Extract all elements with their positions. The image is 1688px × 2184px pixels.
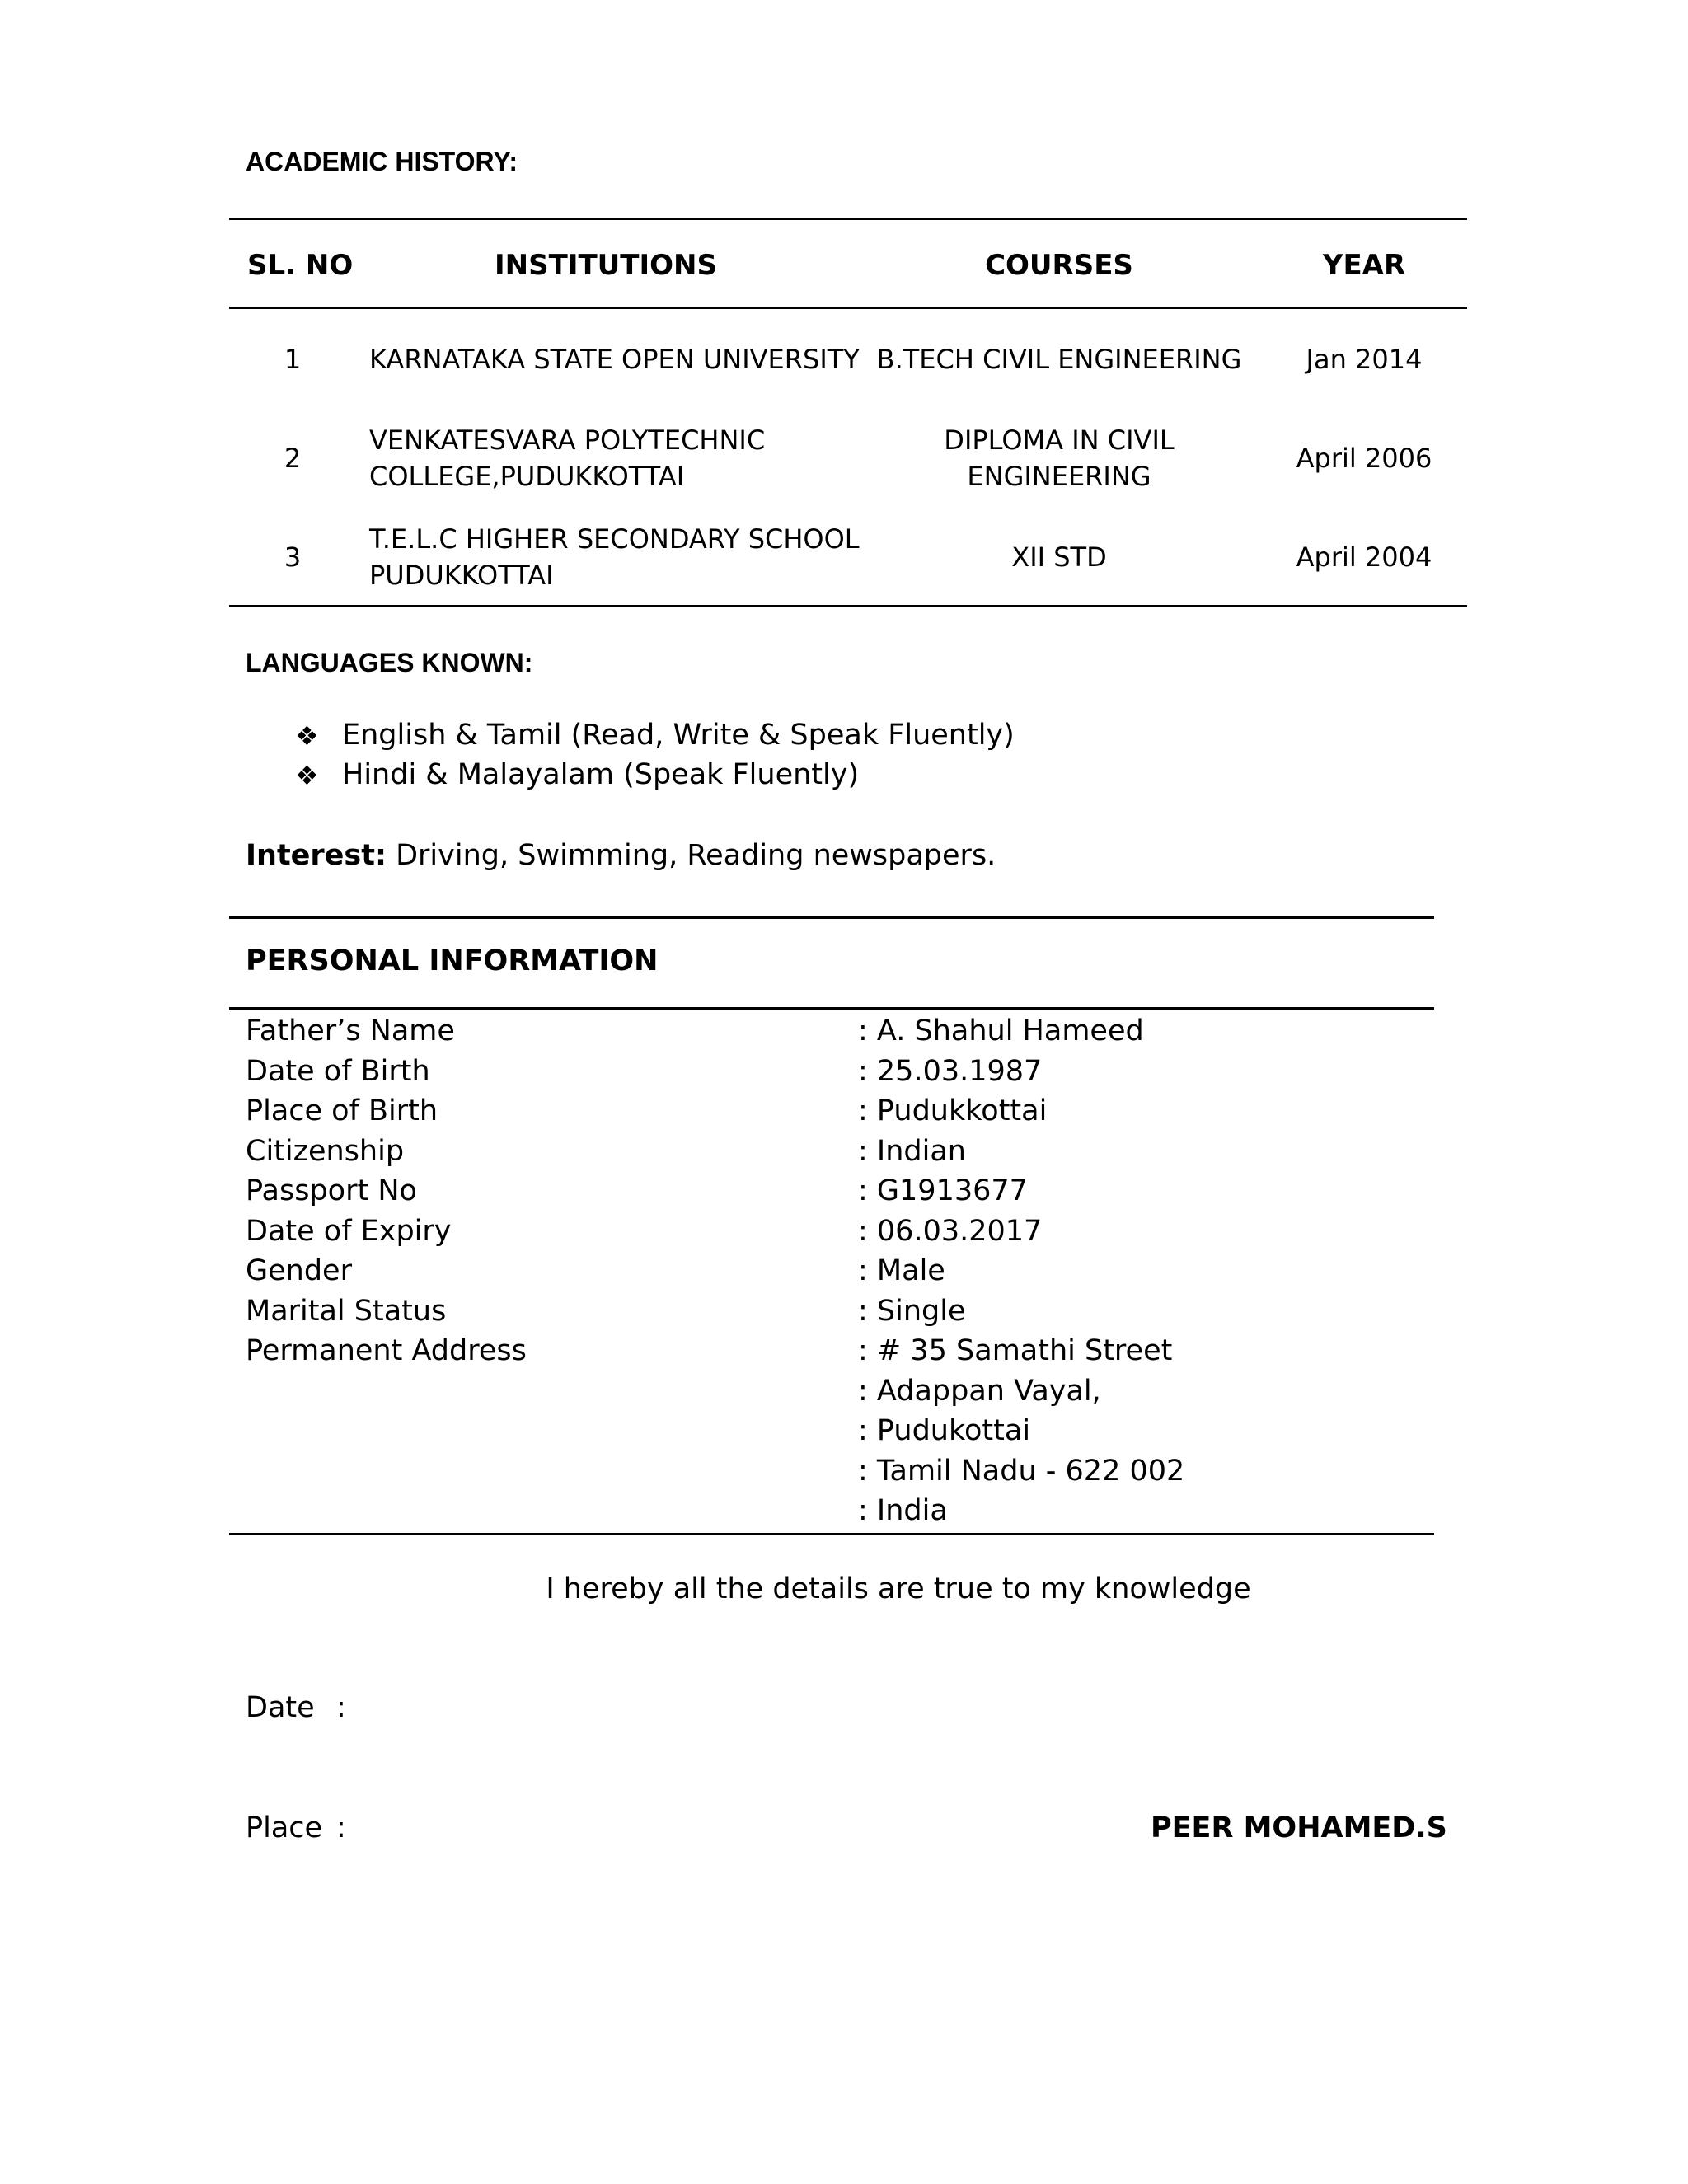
col-header-year: YEAR — [1322, 249, 1406, 282]
gender-value: : Male — [858, 1254, 945, 1287]
diamond-bullet-icon: ❖ — [295, 720, 319, 752]
declaration-text: I hereby all the details are true to my knowledge — [546, 1572, 1251, 1605]
cell-institution-line2: COLLEGE,PUDUKKOTTAI — [369, 461, 685, 492]
cell-institution-line1: T.E.L.C HIGHER SECONDARY SCHOOL — [369, 523, 860, 555]
place-label: Place — [246, 1811, 323, 1844]
academic-history-heading: ACADEMIC HISTORY: — [246, 147, 518, 176]
personal-info-row — [246, 1291, 1432, 1332]
cell-course: XII STD — [1011, 541, 1107, 573]
cell-institution: KARNATAKA STATE OPEN UNIVERSITY — [369, 344, 860, 375]
interest-value: Driving, Swimming, Reading newspapers. — [386, 839, 996, 872]
marital-status-value: : Single — [858, 1295, 966, 1328]
cell-sl-no: 2 — [284, 443, 302, 474]
interest-line — [246, 839, 996, 872]
personal-info-row — [246, 1331, 1432, 1371]
place-of-birth-value: : Pudukkottai — [858, 1094, 1048, 1127]
cell-year: Jan 2014 — [1306, 344, 1423, 375]
date-of-birth-label: Date of Birth — [246, 1055, 430, 1088]
personal-info-top-rule — [229, 1007, 1434, 1010]
personal-info-heading: PERSONAL INFORMATION — [246, 944, 659, 977]
date-of-birth-value: : 25.03.1987 — [858, 1055, 1043, 1088]
signature-name: PEER MOHAMED.S — [1151, 1811, 1447, 1844]
cell-course-line1: DIPLOMA IN CIVIL — [944, 424, 1175, 456]
personal-info-row — [246, 1091, 1432, 1132]
cell-course: B.TECH CIVIL ENGINEERING — [876, 344, 1242, 375]
cell-course-line2: ENGINEERING — [967, 461, 1151, 492]
personal-info-bottom-rule — [229, 1533, 1434, 1535]
cell-sl-no: 3 — [284, 541, 302, 573]
languages-heading: LANGUAGES KNOWN: — [246, 648, 533, 677]
marital-status-label: Marital Status — [246, 1295, 447, 1328]
cell-institution-line2: PUDUKKOTTAI — [369, 560, 554, 591]
date-label: Date — [246, 1691, 315, 1724]
personal-info-row — [246, 1451, 1432, 1492]
section-rule — [229, 916, 1434, 919]
permanent-address-label: Permanent Address — [246, 1334, 527, 1367]
table-bottom-rule — [229, 605, 1467, 607]
personal-info-row — [246, 1011, 1432, 1052]
personal-info-row — [246, 1212, 1432, 1252]
address-line-value: : India — [858, 1494, 948, 1527]
diamond-bullet-icon: ❖ — [295, 760, 319, 791]
personal-info-row — [246, 1251, 1432, 1291]
personal-info-row — [246, 1052, 1432, 1092]
place-of-birth-label: Place of Birth — [246, 1094, 438, 1127]
table-header-rule — [229, 307, 1467, 309]
fathers-name-value: : A. Shahul Hameed — [858, 1015, 1144, 1047]
date-of-expiry-label: Date of Expiry — [246, 1215, 452, 1248]
citizenship-label: Citizenship — [246, 1135, 405, 1168]
language-item-text: English & Tamil (Read, Write & Speak Fluently) — [342, 719, 1015, 752]
date-colon: : — [336, 1691, 346, 1724]
col-header-courses: COURSES — [985, 249, 1133, 282]
address-line-value: : Adappan Vayal, — [858, 1375, 1101, 1408]
address-line-value: : Tamil Nadu - 622 002 — [858, 1455, 1185, 1488]
cell-sl-no: 1 — [284, 344, 302, 375]
personal-info-row — [246, 1491, 1432, 1531]
fathers-name-label: Father’s Name — [246, 1015, 455, 1047]
col-header-institutions: INSTITUTIONS — [495, 249, 717, 282]
address-line-value: : # 35 Samathi Street — [858, 1334, 1173, 1367]
personal-info-row — [246, 1171, 1432, 1212]
passport-no-label: Passport No — [246, 1174, 417, 1207]
citizenship-value: : Indian — [858, 1135, 966, 1168]
language-item-text: Hindi & Malayalam (Speak Fluently) — [342, 758, 860, 791]
date-of-expiry-value: : 06.03.2017 — [858, 1215, 1043, 1248]
personal-info-row — [246, 1132, 1432, 1172]
cell-institution-line1: VENKATESVARA POLYTECHNIC — [369, 424, 766, 456]
table-top-rule — [229, 218, 1467, 220]
personal-info-row — [246, 1411, 1432, 1451]
passport-no-value: : G1913677 — [858, 1174, 1028, 1207]
gender-label: Gender — [246, 1254, 352, 1287]
col-header-sl-no: SL. NO — [247, 249, 354, 282]
interest-label: Interest: — [246, 839, 387, 872]
personal-info-row — [246, 1371, 1432, 1412]
cell-year: April 2004 — [1296, 541, 1432, 573]
address-line-value: : Pudukottai — [858, 1414, 1031, 1447]
place-colon: : — [336, 1811, 346, 1844]
cell-year: April 2006 — [1296, 443, 1432, 474]
